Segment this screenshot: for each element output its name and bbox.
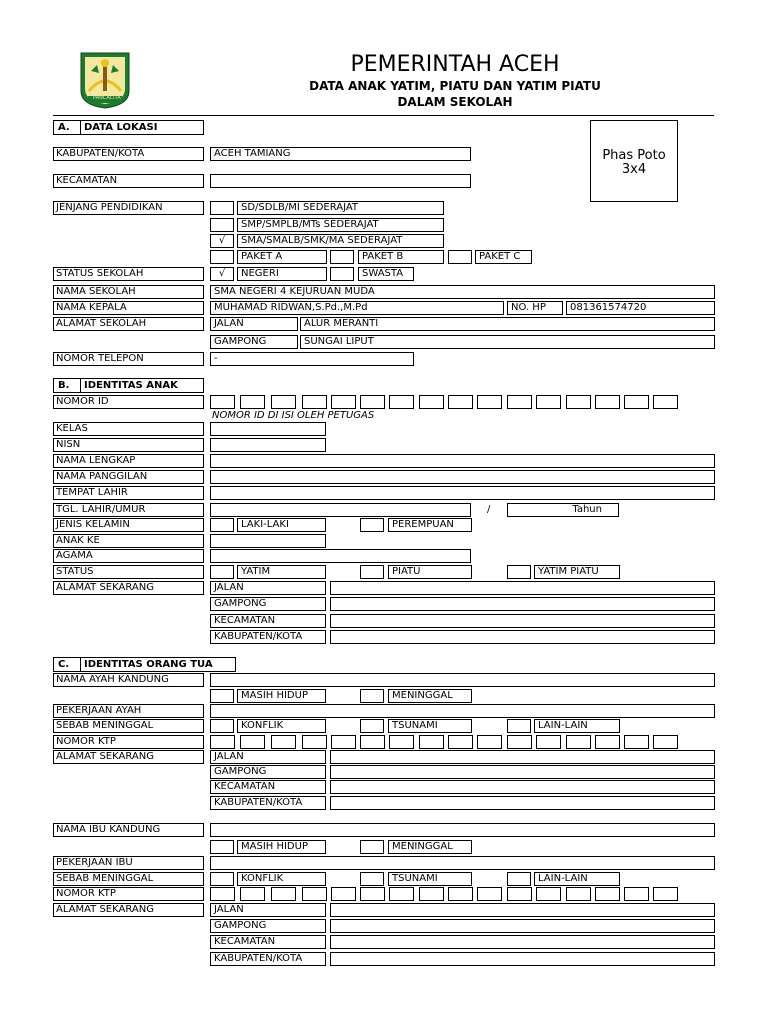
- ibu-ktp-cell-4[interactable]: [302, 887, 327, 901]
- piatu-label: PIATU: [388, 565, 472, 579]
- ayah-tsunami-checkbox[interactable]: [360, 719, 384, 733]
- paket-c-checkbox[interactable]: [448, 250, 472, 264]
- jenis-kelamin-label: JENIS KELAMIN: [53, 518, 204, 532]
- ibu-lain-checkbox[interactable]: [507, 872, 531, 886]
- agama-field[interactable]: [210, 549, 471, 563]
- yatim-piatu-checkbox[interactable]: [507, 565, 531, 579]
- ayah-gampong-label: GAMPONG: [210, 765, 326, 779]
- ayah-ktp-label: NOMOR KTP: [53, 735, 204, 749]
- nama-panggilan-label: NAMA PANGGILAN: [53, 470, 204, 484]
- ayah-ktp-cell-14[interactable]: [595, 735, 620, 749]
- ayah-ktp-cell-11[interactable]: [507, 735, 532, 749]
- yatim-checkbox[interactable]: [210, 565, 234, 579]
- header-rule: [53, 115, 714, 116]
- ayah-masih-hidup-label: MASIH HIDUP: [237, 689, 326, 703]
- ibu-ktp-cell-11[interactable]: [507, 887, 532, 901]
- section-a-header: [53, 120, 204, 135]
- ayah-ktp-cell-6[interactable]: [360, 735, 385, 749]
- nomor-id-cell-2[interactable]: [240, 395, 265, 409]
- kelas-label: KELAS: [53, 422, 204, 436]
- laki-laki-checkbox[interactable]: [210, 518, 234, 532]
- ayah-ktp-cell-13[interactable]: [566, 735, 591, 749]
- kelas-field[interactable]: [210, 422, 326, 436]
- ayah-sebab-label: SEBAB MENINGGAL: [53, 719, 204, 733]
- ibu-lain-label: LAIN-LAIN: [534, 872, 620, 886]
- ibu-kabupaten-field[interactable]: [330, 952, 715, 966]
- jenjang-smp-checkbox[interactable]: [210, 218, 234, 232]
- anak-jalan-label: JALAN: [210, 581, 326, 595]
- alamat-gampong-label: GAMPONG: [210, 335, 298, 349]
- nomor-telepon-label: NOMOR TELEPON: [53, 352, 204, 366]
- ibu-kecamatan-label: KECAMATAN: [210, 935, 326, 949]
- logo-text: PANCACITA: [93, 95, 121, 101]
- nisn-label: NISN: [53, 438, 204, 452]
- ibu-konflik-checkbox[interactable]: [210, 872, 234, 886]
- status-swasta-checkbox[interactable]: [330, 267, 354, 281]
- ayah-ktp-cell-4[interactable]: [302, 735, 327, 749]
- ayah-ktp-cell-10[interactable]: [477, 735, 502, 749]
- ibu-gampong-label: GAMPONG: [210, 919, 326, 933]
- ayah-gampong-field[interactable]: [330, 765, 715, 779]
- nomor-id-cell-6[interactable]: [360, 395, 385, 409]
- nomor-id-cell-11[interactable]: [507, 395, 532, 409]
- ayah-konflik-checkbox[interactable]: [210, 719, 234, 733]
- ayah-lain-label: LAIN-LAIN: [534, 719, 620, 733]
- jenjang-label: JENJANG PENDIDIKAN: [53, 201, 204, 215]
- ibu-ktp-cell-3[interactable]: [271, 887, 296, 901]
- nomor-id-cell-3[interactable]: [271, 395, 296, 409]
- nomor-id-cell-7[interactable]: [389, 395, 414, 409]
- ibu-ktp-cell-13[interactable]: [566, 887, 591, 901]
- nomor-id-label: NOMOR ID: [53, 395, 204, 409]
- ibu-ktp-cell-14[interactable]: [595, 887, 620, 901]
- anak-kecamatan-label: KECAMATAN: [210, 614, 326, 628]
- ayah-meninggal-checkbox[interactable]: [360, 689, 384, 703]
- tgl-lahir-field[interactable]: [210, 503, 471, 517]
- ibu-ktp-cell-7[interactable]: [389, 887, 414, 901]
- ibu-tsunami-checkbox[interactable]: [360, 872, 384, 886]
- nomor-id-cell-9[interactable]: [448, 395, 473, 409]
- ayah-konflik-label: KONFLIK: [237, 719, 326, 733]
- tempat-lahir-label: TEMPAT LAHIR: [53, 486, 204, 500]
- section-b-title: IDENTITAS ANAK: [80, 379, 178, 392]
- ibu-kabupaten-label: KABUPATEN/KOTA: [210, 952, 326, 966]
- jenjang-sma-checkbox[interactable]: √: [210, 234, 234, 248]
- anak-ke-label: ANAK KE: [53, 534, 204, 548]
- pekerjaan-ayah-field[interactable]: [210, 704, 715, 718]
- ayah-meninggal-label: MENINGGAL: [388, 689, 472, 703]
- anak-ke-field[interactable]: [210, 534, 326, 548]
- ibu-ktp-cell-8[interactable]: [419, 887, 444, 901]
- perempuan-label: PEREMPUAN: [388, 518, 472, 532]
- nama-lengkap-label: NAMA LENGKAP: [53, 454, 204, 468]
- status-negeri-label: NEGERI: [237, 267, 327, 281]
- piatu-checkbox[interactable]: [360, 565, 384, 579]
- nomor-id-cell-8[interactable]: [419, 395, 444, 409]
- aceh-logo: [79, 51, 131, 109]
- ayah-lain-checkbox[interactable]: [507, 719, 531, 733]
- ibu-ktp-label: NOMOR KTP: [53, 887, 204, 901]
- page-subtitle-2: DALAM SEKOLAH: [397, 95, 513, 109]
- section-b-number: B.: [58, 380, 70, 391]
- ayah-jalan-label: JALAN: [210, 750, 326, 764]
- nomor-id-cell-16[interactable]: [653, 395, 678, 409]
- nama-kepala-field[interactable]: MUHAMAD RIDWAN,S.Pd.,M.Pd: [210, 301, 504, 315]
- ibu-ktp-cell-6[interactable]: [360, 887, 385, 901]
- ibu-alamat-label: ALAMAT SEKARANG: [53, 903, 204, 917]
- umur-field[interactable]: [507, 503, 619, 517]
- anak-kecamatan-field[interactable]: [330, 614, 715, 628]
- pekerjaan-ibu-field[interactable]: [210, 856, 715, 870]
- no-hp-field[interactable]: 081361574720: [566, 301, 715, 315]
- paket-c-label: PAKET C: [475, 250, 532, 264]
- anak-gampong-label: GAMPONG: [210, 597, 326, 611]
- yatim-piatu-label: YATIM PIATU: [534, 565, 620, 579]
- section-c-number: C.: [58, 659, 70, 670]
- kabupaten-label: KABUPATEN/KOTA: [53, 147, 204, 161]
- ibu-gampong-field[interactable]: [330, 919, 715, 933]
- nama-panggilan-field[interactable]: [210, 470, 715, 484]
- nisn-field[interactable]: [210, 438, 326, 452]
- tempat-lahir-field[interactable]: [210, 486, 715, 500]
- kabupaten-field[interactable]: ACEH TAMIANG: [210, 147, 471, 161]
- tgl-umur-separator: /: [487, 504, 491, 515]
- ayah-ktp-cell-3[interactable]: [271, 735, 296, 749]
- paket-a-label: PAKET A: [237, 250, 327, 264]
- nama-lengkap-field[interactable]: [210, 454, 715, 468]
- nama-ibu-field[interactable]: [210, 823, 715, 837]
- ibu-meninggal-label: MENINGGAL: [388, 840, 472, 854]
- ibu-ktp-cell-2[interactable]: [240, 887, 265, 901]
- nomor-id-cell-14[interactable]: [595, 395, 620, 409]
- jenjang-sd-checkbox[interactable]: [210, 201, 234, 215]
- nomor-id-cell-10[interactable]: [477, 395, 502, 409]
- alamat-sekolah-label: ALAMAT SEKOLAH: [53, 317, 204, 331]
- ibu-konflik-label: KONFLIK: [237, 872, 326, 886]
- ayah-ktp-cell-8[interactable]: [419, 735, 444, 749]
- ibu-ktp-cell-1[interactable]: [210, 887, 235, 901]
- alamat-jalan-label: JALAN: [210, 317, 298, 331]
- status-swasta-label: SWASTA: [358, 267, 414, 281]
- pekerjaan-ayah-label: PEKERJAAN AYAH: [53, 704, 204, 718]
- photo-size: 3x4: [621, 162, 647, 177]
- ibu-ktp-cell-16[interactable]: [653, 887, 678, 901]
- perempuan-checkbox[interactable]: [360, 518, 384, 532]
- ayah-ktp-cell-16[interactable]: [653, 735, 678, 749]
- paket-b-checkbox[interactable]: [330, 250, 354, 264]
- ayah-ktp-cell-2[interactable]: [240, 735, 265, 749]
- ibu-kecamatan-field[interactable]: [330, 935, 715, 949]
- ayah-ktp-cell-15[interactable]: [624, 735, 649, 749]
- paket-b-label: PAKET B: [358, 250, 444, 264]
- nomor-id-note: NOMOR ID DI ISI OLEH PETUGAS: [212, 410, 375, 421]
- nama-ayah-label: NAMA AYAH KANDUNG: [53, 673, 204, 687]
- tahun-label: Tahun: [572, 504, 602, 515]
- ayah-ktp-cell-12[interactable]: [536, 735, 561, 749]
- nomor-id-cell-13[interactable]: [566, 395, 591, 409]
- ayah-jalan-field[interactable]: [330, 750, 715, 764]
- status-sekolah-label: STATUS SEKOLAH: [53, 267, 204, 281]
- anak-kabupaten-field[interactable]: [330, 630, 715, 644]
- paket-a-checkbox[interactable]: [210, 250, 234, 264]
- nomor-id-cell-4[interactable]: [302, 395, 327, 409]
- status-negeri-checkbox[interactable]: √: [210, 267, 234, 281]
- ibu-jalan-field[interactable]: [330, 903, 715, 917]
- nama-sekolah-label: NAMA SEKOLAH: [53, 285, 204, 299]
- ayah-kabupaten-field[interactable]: [330, 796, 715, 810]
- ayah-kecamatan-field[interactable]: [330, 780, 715, 794]
- nomor-telepon-field[interactable]: -: [210, 352, 414, 366]
- jenjang-smp-label: SMP/SMPLB/MTs SEDERAJAT: [237, 218, 444, 232]
- nama-ayah-field[interactable]: [210, 673, 715, 687]
- photo-label: Phas Poto: [602, 148, 666, 163]
- nomor-id-cell-5[interactable]: [331, 395, 356, 409]
- photo-box: [590, 120, 678, 202]
- ayah-ktp-cell-9[interactable]: [448, 735, 473, 749]
- nama-ibu-label: NAMA IBU KANDUNG: [53, 823, 204, 837]
- ayah-kabupaten-label: KABUPATEN/KOTA: [210, 796, 326, 810]
- nomor-id-cell-15[interactable]: [624, 395, 649, 409]
- ayah-kecamatan-label: KECAMATAN: [210, 780, 326, 794]
- alamat-anak-label: ALAMAT SEKARANG: [53, 581, 204, 595]
- section-a-number: A.: [58, 122, 70, 133]
- ibu-ktp-cell-9[interactable]: [448, 887, 473, 901]
- no-hp-label: NO. HP: [507, 301, 563, 315]
- ibu-ktp-cell-5[interactable]: [331, 887, 356, 901]
- page-title: PEMERINTAH ACEH: [350, 52, 560, 77]
- alamat-gampong-field[interactable]: SUNGAI LIPUT: [300, 335, 715, 349]
- anak-gampong-field[interactable]: [330, 597, 715, 611]
- ibu-ktp-cell-12[interactable]: [536, 887, 561, 901]
- status-anak-label: STATUS: [53, 565, 204, 579]
- ibu-masih-hidup-label: MASIH HIDUP: [237, 840, 326, 854]
- alamat-jalan-field[interactable]: ALUR MERANTI: [300, 317, 715, 331]
- nama-sekolah-field[interactable]: SMA NEGERI 4 KEJURUAN MUDA: [210, 285, 715, 299]
- ayah-alamat-label: ALAMAT SEKARANG: [53, 750, 204, 764]
- section-a-title: DATA LOKASI: [80, 121, 157, 134]
- agama-label: AGAMA: [53, 549, 204, 563]
- laki-laki-label: LAKI-LAKI: [237, 518, 326, 532]
- nomor-id-cell-1[interactable]: [210, 395, 235, 409]
- anak-kabupaten-label: KABUPATEN/KOTA: [210, 630, 326, 644]
- ayah-ktp-cell-5[interactable]: [331, 735, 356, 749]
- section-b-header: [53, 378, 204, 393]
- jenjang-sma-label: SMA/SMALB/SMK/MA SEDERAJAT: [237, 234, 444, 248]
- kecamatan-field[interactable]: [210, 174, 471, 188]
- tgl-lahir-label: TGL. LAHIR/UMUR: [53, 503, 204, 517]
- ibu-jalan-label: JALAN: [210, 903, 326, 917]
- section-c-header: [53, 657, 236, 672]
- pekerjaan-ibu-label: PEKERJAAN IBU: [53, 856, 204, 870]
- nomor-id-cell-12[interactable]: [536, 395, 561, 409]
- kecamatan-label: KECAMATAN: [53, 174, 204, 188]
- ayah-ktp-cell-1[interactable]: [210, 735, 235, 749]
- ibu-sebab-label: SEBAB MENINGGAL: [53, 872, 204, 886]
- nama-kepala-label: NAMA KEPALA: [53, 301, 204, 315]
- ayah-tsunami-label: TSUNAMI: [388, 719, 472, 733]
- jenjang-sd-label: SD/SDLB/MI SEDERAJAT: [237, 201, 444, 215]
- yatim-label: YATIM: [237, 565, 326, 579]
- ibu-meninggal-checkbox[interactable]: [360, 840, 384, 854]
- ibu-tsunami-label: TSUNAMI: [388, 872, 472, 886]
- page-subtitle-1: DATA ANAK YATIM, PIATU DAN YATIM PIATU: [309, 79, 601, 93]
- ibu-ktp-cell-15[interactable]: [624, 887, 649, 901]
- ibu-masih-hidup-checkbox[interactable]: [210, 840, 234, 854]
- anak-jalan-field[interactable]: [330, 581, 715, 595]
- ibu-ktp-cell-10[interactable]: [477, 887, 502, 901]
- ayah-masih-hidup-checkbox[interactable]: [210, 689, 234, 703]
- section-c-title: IDENTITAS ORANG TUA: [80, 658, 213, 671]
- ayah-ktp-cell-7[interactable]: [389, 735, 414, 749]
